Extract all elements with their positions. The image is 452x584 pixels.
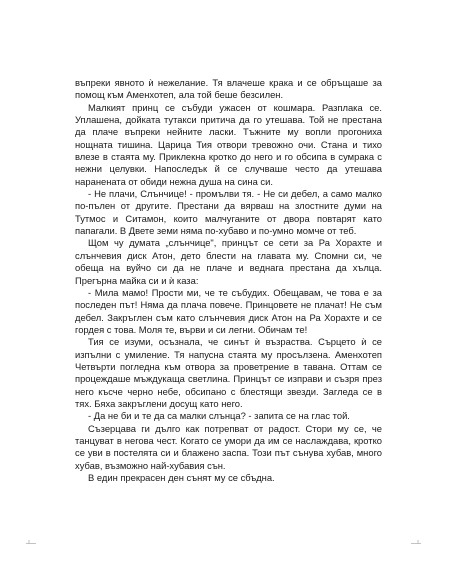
paragraph: въпреки явното ѝ нежелание. Тя влачеше крака и се обръщаше за помощ към Аменхотеп, ала той беше безсилен. bbox=[75, 77, 382, 101]
body-text bbox=[75, 77, 382, 484]
paragraph: - Не плачи, Слънчице! - промълви тя. - Не си дебел, а само малко по-пълен от другите. Престани да вярваш на злостните думи на Тутмос и Ситамон, които малчуганите от двора повтарят като папагали. В Двете земи няма по-хубаво и по-умно момче от теб. bbox=[75, 188, 382, 237]
crop-mark-right bbox=[411, 540, 421, 544]
paragraph: Съзерцава ги дълго как потрепват от радост. Стори му се, че танцуват в негова чест. Когато се умори да им се наслаждава, кротко се уви в постелята си и блажено заспа. Този път сънува хубав, много хубав, възможно най-хубавия сън. bbox=[75, 422, 382, 471]
crop-mark-left bbox=[26, 540, 36, 544]
paragraph: В един прекрасен ден сънят му се сбъдна. bbox=[88, 472, 275, 483]
paragraph: - Да не би и те да са малки слънца? - запита се на глас той. bbox=[88, 410, 350, 422]
paragraph: - Мила мамо! Прости ми, че те събудих. Обещавам, че това е за последен път! Няма да плача повече. Принцовете не плачат! Не съм дебел. Закръглен съм като слънчевия диск Атон на Ра Хорахте и се гордея с това. Моля те, върви и си легни. Обичам те! bbox=[75, 286, 382, 335]
paragraph: Малкият принц се събуди ужасен от кошмара. Разплака се. Уплашена, дойката тутакси притича да го утешава. Той не престана да плаче въпреки нейните ласки. Тъжните му вопли прогониха нощната тишина. Царица Тия отвори тревожно очи. Стана и тихо влезе в стаята му. Приклекна кротко до него и го обсипа в сумрака с нежни целувки. Напоследък й се случваше често да утешава наранената от обиди нежна душа на сина си. bbox=[75, 101, 382, 187]
paragraph: Тия се изуми, осъзнала, че синът ѝ възраства. Сърцето ѝ се изпълни с умиление. Тя напусна стаята му просълзена. Аменхотеп Четвърти погледна към отвора за проветрение в тавана. Оттам се процеждаше мъждукаща светлина. Принцът се изправи и съзря през него късче черно небе, обсипано с блестящи звезди. Загледа се в тях. Бяха закръглени досущ като него. bbox=[75, 336, 382, 409]
paragraph: Щом чу думата „слънчице", принцът се сети за Ра Хорахте и слънчевия диск Атон, дето блести на главата му. Спомни си, че обеща на вуйчо си да не плаче и веднага престана да хълца. Прегърна майка си и ѝ каза: bbox=[75, 237, 382, 286]
